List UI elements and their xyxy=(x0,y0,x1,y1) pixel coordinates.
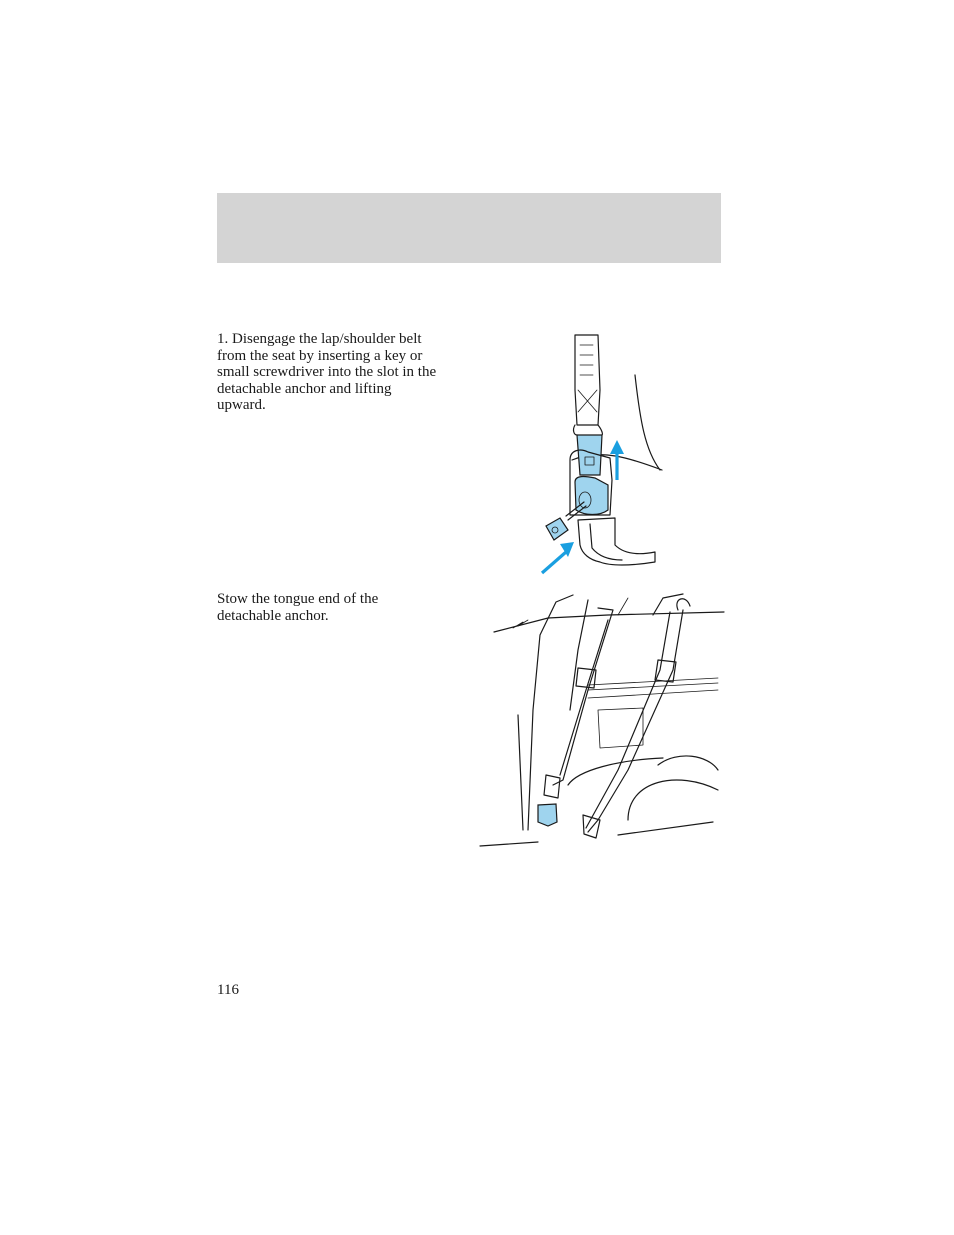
figure-detach-anchor-with-key xyxy=(530,330,670,580)
page-number: 116 xyxy=(217,982,239,998)
section-header-band xyxy=(217,193,721,263)
figure-stowed-belts xyxy=(478,590,728,850)
step2-instruction: Stow the tongue end of the detachable anchor. xyxy=(217,591,379,624)
step1-instruction: 1. Disengage the lap/shoulder belt from the seat by inserting a key or small screwdriver into the slot in the detachable anchor and lifting upward. xyxy=(217,331,437,413)
